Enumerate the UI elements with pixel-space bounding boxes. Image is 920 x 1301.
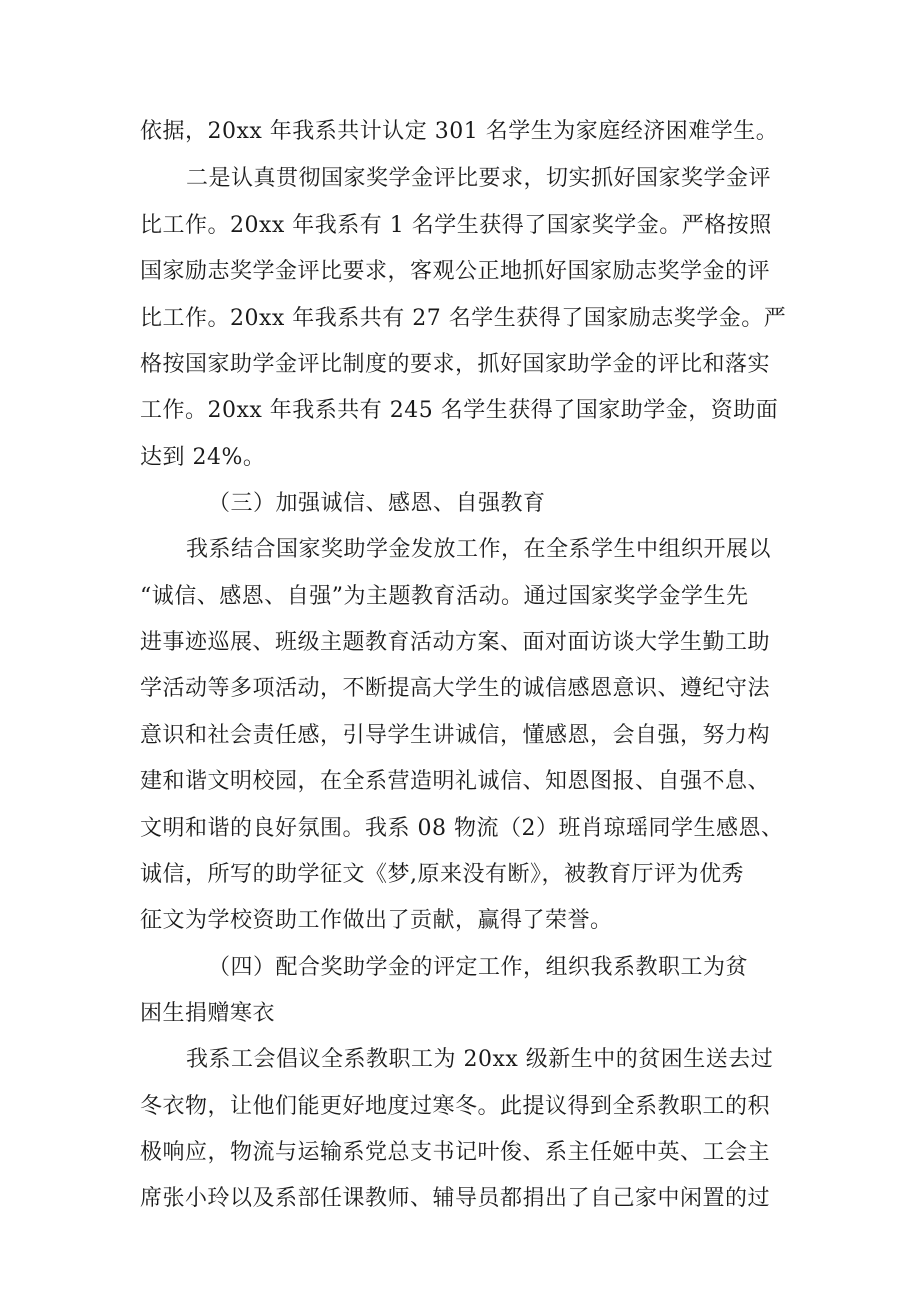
- paragraph-start-line: 我系工会倡议全系教职工为 20xx 级新生中的贫困生送去过: [186, 1047, 774, 1072]
- text-line: 达到 24%。: [140, 445, 266, 470]
- text-line: 席张小玲以及系部任课教师、辅导员都捐出了自己家中闲置的过: [140, 1186, 771, 1211]
- text-line: 比工作。20xx 年我系共有 27 名学生获得了国家励志奖学金。严: [140, 306, 787, 331]
- text-line: 学活动等多项活动，不断提高大学生的诚信感恩意识、遵纪守法: [140, 676, 771, 701]
- text-line: 依据，20xx 年我系共计认定 301 名学生为家庭经济困难学生。: [140, 119, 779, 144]
- section-heading: （三）加强诚信、感恩、自强教育: [208, 491, 546, 516]
- text-line: 比工作。20xx 年我系有 1 名学生获得了国家奖学金。严格按照: [140, 213, 772, 238]
- text-line: 冬衣物，让他们能更好地度过寒冬。此提议得到全系教职工的积: [140, 1094, 771, 1119]
- paragraph-start-line: 我系结合国家奖助学金发放工作，在全系学生中组织开展以: [186, 537, 772, 562]
- text-line: 格按国家助学金评比制度的要求，抓好国家助学金的评比和落实: [140, 352, 771, 377]
- text-line: 进事迹巡展、班级主题教育活动方案、面对面访谈大学生勤工助: [140, 630, 771, 655]
- text-line: 诚信，所写的助学征文《梦,原来没有断》，被教育厅评为优秀: [140, 862, 744, 887]
- text-line: 征文为学校资助工作做出了贡献，赢得了荣誉。: [140, 908, 613, 933]
- section-heading-continued: 困生捐赠寒衣: [140, 1001, 276, 1026]
- text-line: 国家励志奖学金评比要求，客观公正地抓好国家励志奖学金的评: [140, 259, 771, 284]
- text-line: 意识和社会责任感，引导学生讲诚信，懂感恩，会自强，努力构: [140, 723, 771, 748]
- text-line: 建和谐文明校园，在全系营造明礼诚信、知恩图报、自强不息、: [140, 769, 771, 794]
- text-line: “诚信、感恩、自强”为主题教育活动。通过国家奖学金学生先: [140, 584, 749, 609]
- paragraph-start-line: 二是认真贯彻国家奖学金评比要求，切实抓好国家奖学金评: [186, 166, 772, 191]
- section-heading: （四）配合奖助学金的评定工作，组织我系教职工为贫: [208, 955, 749, 980]
- text-line: 文明和谐的良好氛围。我系 08 物流（2）班肖琼瑶同学生感恩、: [140, 816, 784, 841]
- text-line: 极响应，物流与运输系党总支书记叶俊、系主任姬中英、工会主: [140, 1140, 771, 1165]
- text-line: 工作。20xx 年我系共有 245 名学生获得了国家助学金，资助面: [140, 398, 779, 423]
